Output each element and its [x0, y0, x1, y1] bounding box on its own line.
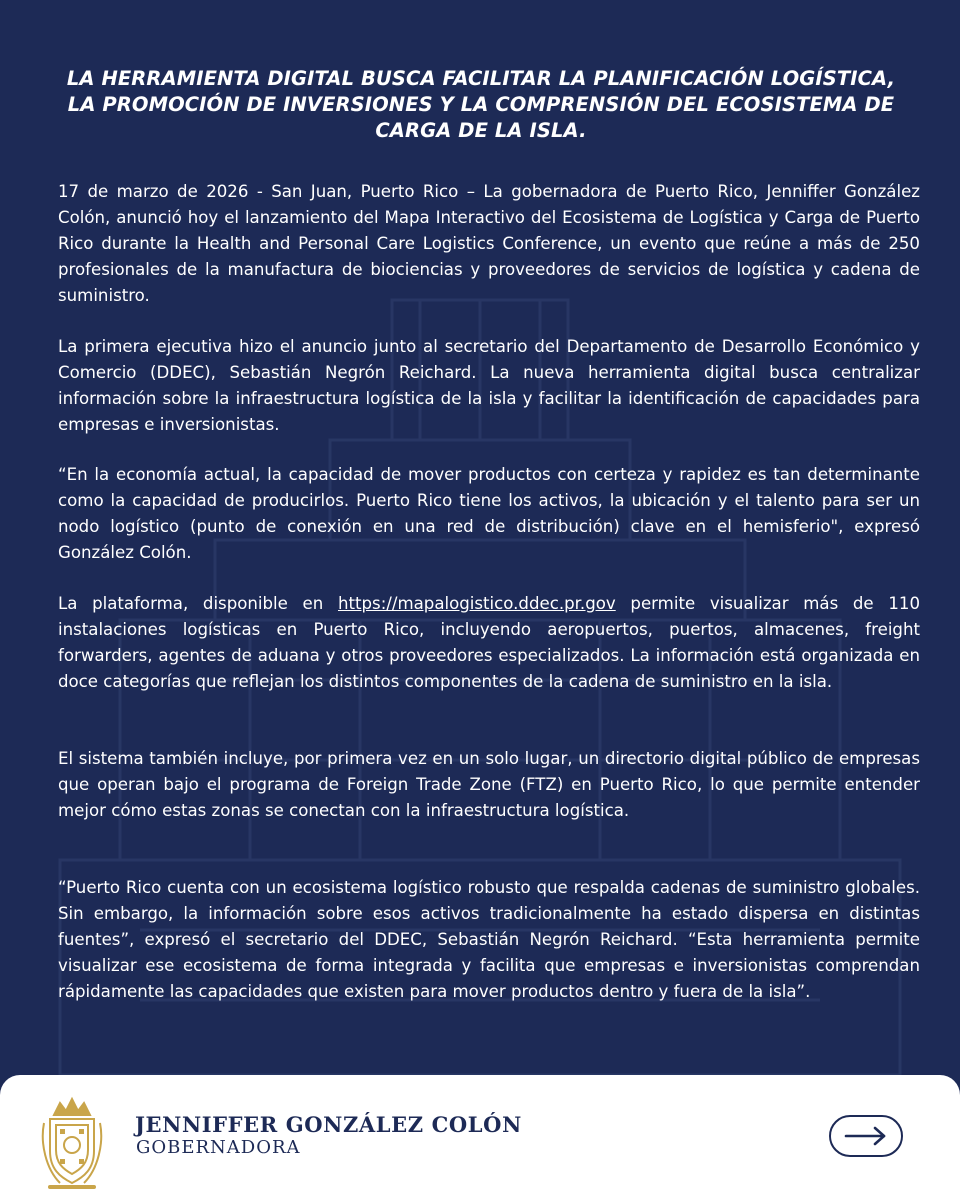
paragraph-6: “Puerto Rico cuenta con un ecosistema logístico robusto que respalda cadenas de suministro globales. Sin embargo, la información sobre esos activos tradicionalmente ha estado dispersa en distintas fuentes”, expresó el secretario del DDEC, Sebastián Negrón Reichard. “Esta herramienta permite visualizar ese ecosistema de forma integrada y facilita que empresas e inversionistas comprendan rápidamente las capacidades que existen para mover productos dentro y fuera de la isla”. — [58, 878, 920, 1001]
paragraph-4-intro: La plataforma, disponible en — [58, 594, 338, 613]
paragraph-2: La primera ejecutiva hizo el anuncio junto al secretario del Departamento de Desarrollo Económico y Comercio (DDEC), Sebastián Negrón Reichard. La nueva herramienta digital busca centralizar información sobre la infraestructura logística de la isla y facilitar la identificación de capacidades para empresas e inversionistas. — [58, 337, 920, 434]
paragraph-4 — [58, 591, 920, 695]
next-button[interactable] — [829, 1115, 903, 1157]
paragraph-4-rest: permite visualizar más de 110 instalaciones logísticas en Puerto Rico, incluyendo aeropuertos, puertos, almacenes, freight forwarders, agentes de aduana y otros proveedores especializados. La información está organizada en doce categorías que reflejan los distintos componentes de la cadena de suministro en la isla. — [58, 594, 921, 691]
governor-title: GOBERNADORA — [136, 1137, 301, 1158]
governor-name: JENNIFFER GONZÁLEZ COLÓN — [135, 1112, 522, 1137]
headline: LA HERRAMIENTA DIGITAL BUSCA FACILITAR LA PLANIFICACIÓN LOGÍSTICA, LA PROMOCIÓN DE INVERSIONES Y LA COMPRENSIÓN DEL ECOSISTEMA DE CARGA DE LA ISLA. — [66, 67, 896, 142]
paragraph-1: 17 de marzo de 2026 - San Juan, Puerto Rico – La gobernadora de Puerto Rico, Jenniffer González Colón, anunció hoy el lanzamiento del Mapa Interactivo del Ecosistema de Logística y Carga de Puerto Rico durante la Health and Personal Care Logistics Conference, un evento que reúne a más de 250 profesionales de la manufactura de biociencias y proveedores de servicios de logística y cadena de suministro. — [58, 182, 920, 305]
platform-link[interactable]: https://mapalogistico.ddec.pr.gov — [337, 594, 616, 613]
coat-of-arms-icon — [40, 1093, 104, 1191]
arrow-right-icon — [843, 1125, 889, 1147]
paragraph-5: El sistema también incluye, por primera vez en un solo lugar, un directorio digital público de empresas que operan bajo el programa de Foreign Trade Zone (FTZ) en Puerto Rico, lo que permite entender mejor cómo estas zonas se conectan con la infraestructura logística. — [58, 749, 920, 820]
footer-bar — [0, 1075, 960, 1200]
paragraph-3: “En la economía actual, la capacidad de mover productos con certeza y rapidez es tan determinante como la capacidad de producirlos. Puerto Rico tiene los activos, la ubicación y el talento para ser un nodo logístico (punto de conexión en una red de distribución) clave en el hemisferio", expresó González Colón. — [58, 465, 920, 562]
